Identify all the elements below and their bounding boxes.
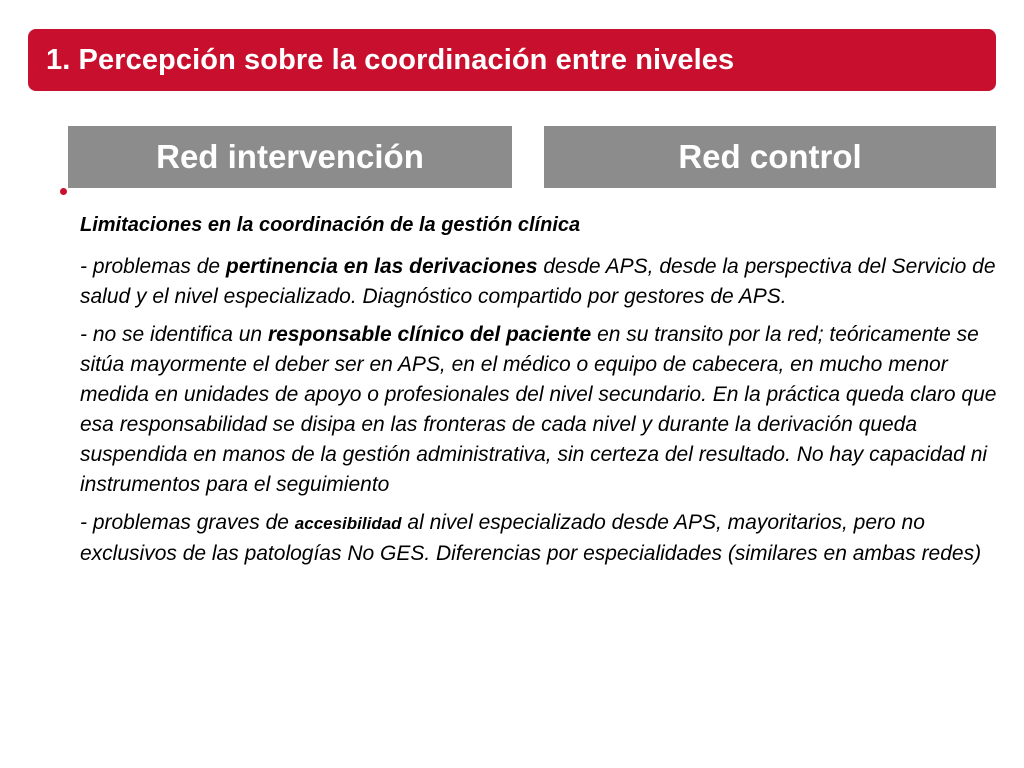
slide-body <box>80 210 1000 577</box>
bullet-dot-icon <box>60 188 67 195</box>
column-header-control: Red control <box>544 126 996 188</box>
paragraph-derivaciones <box>80 252 1000 312</box>
paragraph-text: en su transito por la red; teóricamente se sitúa mayormente el deber ser en APS, en el médico o equipo de cabecera, en mucho menor medida en unidades de apoyo o profesionales del nivel secundario. En la práctica queda claro que esa responsabilidad se disipa en las fronteras de cada nivel y durante la derivación queda suspendida en manos de la gestión administrativa, sin certeza del resultado. No hay capacidad ni instrumentos para el seguimiento <box>80 323 997 496</box>
paragraph-text: desde APS, desde la perspectiva del Servicio de salud y el nivel especializado. Diagnóstico compartido por gestores de APS. <box>80 255 996 308</box>
paragraph-accesibilidad <box>80 508 1000 569</box>
title-bar <box>28 29 996 91</box>
paragraph-text: - problemas graves de <box>80 511 295 534</box>
paragraph-responsable <box>80 320 1000 500</box>
paragraph-emphasis: responsable clínico del paciente <box>267 323 592 346</box>
paragraph-text: - no se identifica un <box>80 323 268 346</box>
paragraph-text: al nivel especializado desde APS, mayoritarios, pero no exclusivos de las patologías No GES. Diferencias por especialidades (similares en ambas redes) <box>80 511 982 565</box>
paragraph-emphasis: pertinencia en las derivaciones <box>225 255 538 278</box>
slide-title: 1. Percepción sobre la coordinación entre niveles <box>46 43 735 76</box>
section-heading: Limitaciones en la coordinación de la gestión clínica <box>80 214 581 236</box>
paragraph-text: - problemas de <box>80 255 226 278</box>
paragraph-emphasis: accesibilidad <box>294 514 402 533</box>
column-header-intervention: Red intervención <box>68 126 512 188</box>
